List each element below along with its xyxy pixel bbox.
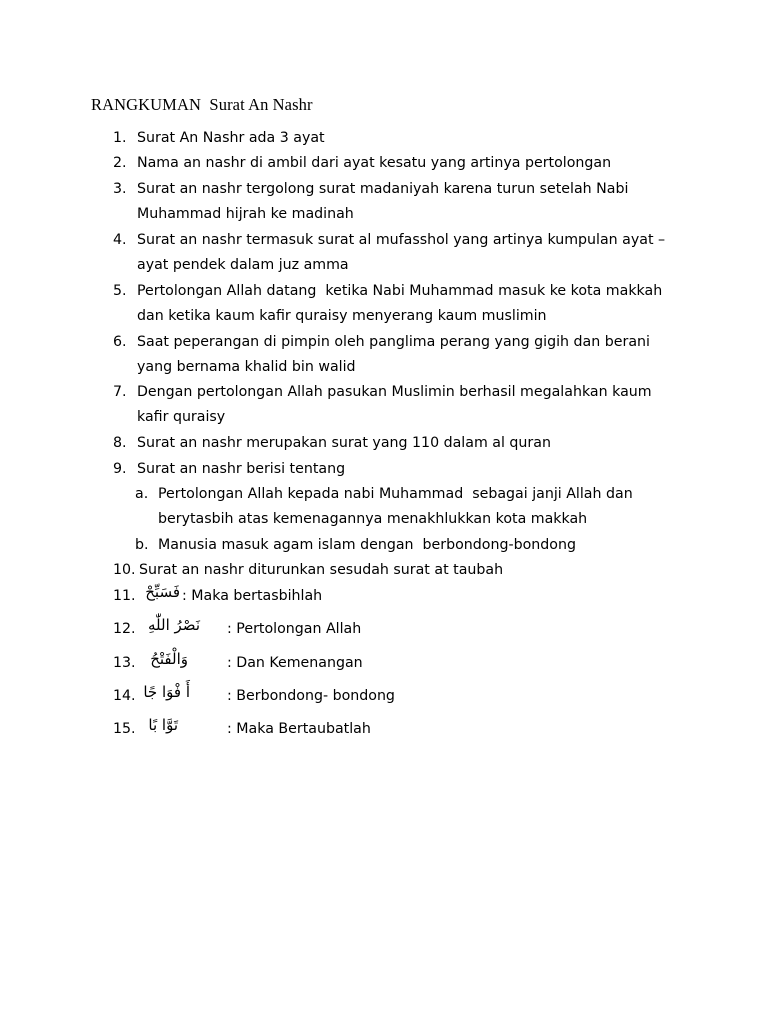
subitem-continuation: berytasbih atas kemenagannya menakhlukkan kota makkah	[158, 511, 588, 527]
list-item-continuation: Muhammad hijrah ke madinah	[137, 206, 354, 222]
vocab-number: 13.	[113, 655, 136, 671]
item-number: 10.	[113, 562, 136, 578]
list-item: Pertolongan Allah datang ketika Nabi Muhammad masuk ke kota makkah	[137, 283, 663, 299]
item-number: 1.	[113, 130, 127, 146]
list-item: Surat An Nashr ada 3 ayat	[137, 130, 325, 146]
vocab-meaning: : Maka Bertaubatlah	[227, 721, 371, 737]
arabic-word: تَوَّا بًا	[148, 716, 178, 734]
arabic-word: وَالْفَتْحُ	[150, 650, 188, 668]
list-item: Surat an nashr termasuk surat al mufasshol yang artinya kumpulan ayat –	[137, 232, 666, 248]
list-item: Nama an nashr di ambil dari ayat kesatu yang artinya pertolongan	[137, 155, 612, 171]
arabic-word: فَسَبِّحْ	[145, 583, 180, 601]
list-item: Surat an nashr diturunkan sesudah surat at taubah	[139, 562, 504, 578]
document-title: RANGKUMAN Surat An Nashr	[91, 95, 313, 114]
item-number: 6.	[113, 334, 127, 350]
item-number: 9.	[113, 461, 127, 477]
vocab-number: 14.	[113, 688, 136, 704]
list-item: Dengan pertolongan Allah pasukan Muslimin berhasil megalahkan kaum	[137, 384, 652, 400]
vocab-meaning: : Pertolongan Allah	[227, 621, 362, 637]
list-item-continuation: kafir quraisy	[137, 409, 226, 425]
vocab-meaning: : Berbondong- bondong	[227, 688, 395, 704]
arabic-word: أَ فْوَا جًا	[143, 683, 190, 701]
vocab-meaning: : Maka bertasbihlah	[182, 588, 323, 604]
item-number: 3.	[113, 181, 127, 197]
subitem: Manusia masuk agam islam dengan berbondong-bondong	[158, 537, 576, 553]
subitem: Pertolongan Allah kepada nabi Muhammad sebagai janji Allah dan	[158, 486, 633, 502]
vocab-number: 15.	[113, 721, 136, 737]
vocab-number: 11.	[113, 588, 136, 604]
item-number: 2.	[113, 155, 127, 171]
list-item: Saat peperangan di pimpin oleh panglima perang yang gigih dan berani	[137, 334, 650, 350]
list-item-continuation: yang bernama khalid bin walid	[137, 359, 356, 375]
subitem-letter: b.	[135, 537, 149, 553]
arabic-word: نَصْرُ اللّٰهِ	[148, 616, 200, 634]
vocab-number: 12.	[113, 621, 136, 637]
list-item: Surat an nashr tergolong surat madaniyah karena turun setelah Nabi	[137, 181, 629, 197]
list-item: Surat an nashr berisi tentang	[137, 461, 346, 477]
subitem-letter: a.	[135, 486, 149, 502]
item-number: 7.	[113, 384, 127, 400]
item-number: 5.	[113, 283, 127, 299]
item-number: 8.	[113, 435, 127, 451]
list-item-continuation: dan ketika kaum kafir quraisy menyerang kaum muslimin	[137, 308, 547, 324]
item-number: 4.	[113, 232, 127, 248]
vocab-meaning: : Dan Kemenangan	[227, 655, 363, 671]
list-item: Surat an nashr merupakan surat yang 110 dalam al quran	[137, 435, 551, 451]
list-item-continuation: ayat pendek dalam juz amma	[137, 257, 349, 273]
